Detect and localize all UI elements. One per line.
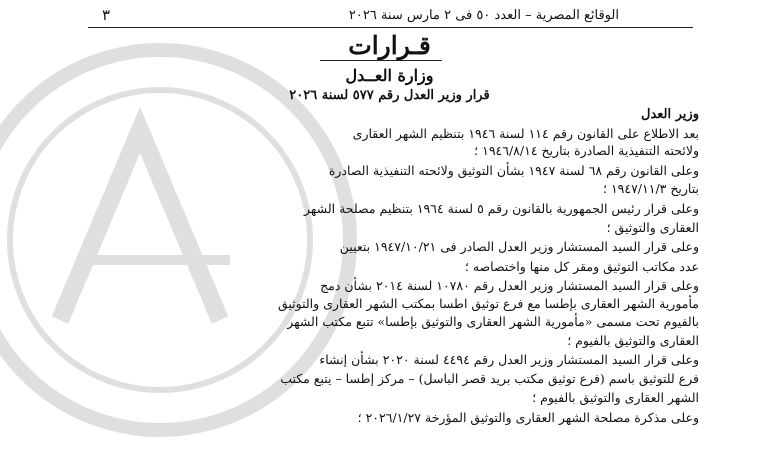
- body-line: عدد مكاتب التوثيق ومقر كل منها واختصاصه ؛: [464, 259, 699, 274]
- section-title: قـرارات: [348, 31, 431, 60]
- body-line: وعلى قرار السيد المستشار وزير العدل رقم ١٠٧٨٠ لسنة ٢٠١٤ بشأن دمج: [320, 278, 699, 293]
- body-line: وعلى القانون رقم ٦٨ لسنة ١٩٤٧ بشأن التوثيق ولائحته التنفيذية الصادرة: [328, 163, 699, 178]
- body-line: الشهر العقارى والتوثيق بالفيوم ؛: [532, 390, 699, 405]
- section-title-underline: [320, 60, 442, 61]
- decree-title: قرار وزير العدل رقم ٥٧٧ لسنة ٢٠٢٦: [289, 88, 490, 103]
- body-line: بتاريخ ١٩٤٧/١١/٣ ؛: [603, 181, 699, 196]
- body-line: وعلى قرار السيد المستشار وزير العدل الصادر فى ١٩٤٧/١٠/٢١ بتعيين: [339, 239, 699, 254]
- running-header: الوقائع المصرية – العدد ٥٠ فى ٢ مارس سنة ٢٠٢٦: [348, 8, 619, 23]
- body-line: العقارى والتوثيق بالفيوم ؛: [567, 333, 699, 348]
- body-line: فرع للتوثيق باسم (فرع توثيق مكتب بريد قصر الباسل) – مركز إطسا – يتبع مكتب: [280, 371, 699, 386]
- body-line: مأمورية الشهر العقارى بإطسا مع فرع توثيق اطسا بمكتب الشهر العقارى والتوثيق: [277, 296, 699, 311]
- issuer-line: وزير العدل: [641, 107, 699, 122]
- body-line: وعلى قرار السيد المستشار وزير العدل رقم ٤٤٩٤ لسنة ٢٠٢٠ بشأن إنشاء: [319, 352, 699, 367]
- body-line: ولائحته التنفيذية الصادرة بتاريخ ١٩٤٦/٨/١٤ ؛: [474, 143, 699, 158]
- body-line: بالفيوم تحت مسمى «مأمورية الشهر العقارى والتوثيق بإطسا» تتبع مكتب الشهر: [287, 314, 699, 329]
- body-line: وعلى مذكرة مصلحة الشهر العقارى والتوثيق المؤرخة ٢٠٢٦/١/٢٧ ؛: [357, 410, 699, 425]
- body-line: العقارى والتوثيق ؛: [606, 220, 699, 235]
- body-line: بعد الاطلاع على القانون رقم ١١٤ لسنة ١٩٤٦ بتنظيم الشهر العقارى: [352, 126, 699, 141]
- header-divider: [88, 27, 693, 28]
- seal-watermark: [0, 20, 380, 460]
- body-line: وعلى قرار رئيس الجمهورية بالقانون رقم ٥ لسنة ١٩٦٤ بتنظيم مصلحة الشهر: [304, 201, 699, 216]
- page-number: ٣: [102, 6, 111, 24]
- ministry-name: وزارة العــدل: [345, 66, 434, 85]
